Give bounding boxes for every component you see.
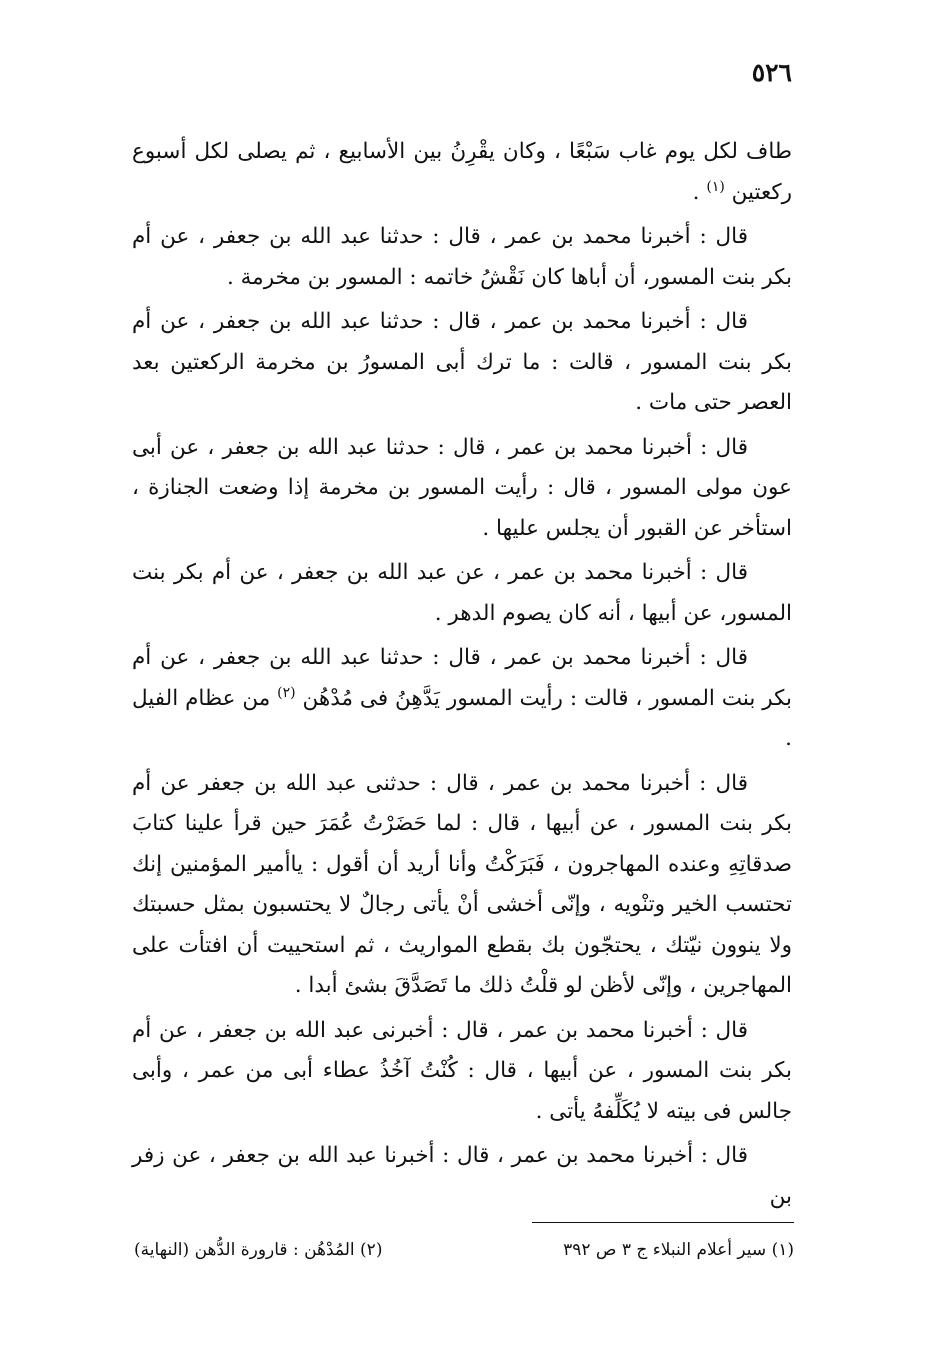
paragraph: قال : أخبرنا محمد بن عمر ، قال : حدثنا عبد الله بن جعفر ، عن أبى عون مولى المسور ، قال : رأيت المسور بن مخرمة إذا وضعت الجنازة ، استأخر عن القبور أن يجلس عليها . (132, 434, 792, 541)
page-number: ٥٢٦ (751, 58, 792, 87)
paragraph (132, 132, 792, 213)
footnote-divider (532, 1222, 794, 1223)
paragraph-text: قال : أخبرنا محمد بن عمر ، قال : حدثنا عبد الله بن جعفر ، عن أم بكر بنت المسور ، قالت : رأيت المسور يَدَّهِنُ فى مُدْهُن (132, 645, 792, 711)
paragraph: قال : أخبرنا محمد بن عمر ، قال : أخبرنا عبد الله بن جعفر ، عن زفر بن (132, 1143, 792, 1209)
footnote-2: (٢) المُدْهُن : قارورة الدُّهن (النهاية) (134, 1240, 383, 1260)
footnote-ref: (١) (706, 178, 725, 195)
paragraph-tail: من عظام الفيل . (132, 685, 792, 751)
paragraph: قال : أخبرنا محمد بن عمر ، قال : حدثنى عبد الله بن جعفر عن أم بكر بنت المسور ، عن أبيها ، قال : لما حَضَرْتُ عُمَرَ حين قرأ علينا كتابَ صدقاتِهِ وعنده المهاجرون ، فَبَرَكْتُ وأنا أريد أن أقول : ياأمير المؤمنين إنك تحتسب الخير وتنْويه ، وإنّى أخشى أنْ يأتى رجالٌ لا يحتسبون بمثل حسبتك ولا ينوون نيّتك ، يحتجّون بك بقطع المواريث ، ثم استحييت أن افتأت على المهاجرين ، وإنّى لأظن لو قلْتُ ذلك ما تَصَدَّقَ بشئ أبدا . (132, 770, 792, 998)
paragraph-tail: . (692, 179, 707, 205)
paragraph (132, 638, 792, 760)
paragraph: قال : أخبرنا محمد بن عمر ، قال : حدثنا عبد الله بن جعفر ، عن أم بكر بنت المسور، أن أباها كان نَقْشُ خاتمه : المسور بن مخرمة . (132, 224, 792, 290)
paragraph: قال : أخبرنا محمد بن عمر ، قال : أخبرنى عبد الله بن جعفر ، عن أم بكر بنت المسور ، عن أبيها ، قال : كُنْتُ آخُذُ عطاء أبى من عمر ، وأبى جالس فى بيته لا يُكَلِّفهُ يأتى . (132, 1017, 792, 1124)
footnotes (134, 1236, 794, 1264)
main-text (132, 132, 792, 1221)
paragraph: قال : أخبرنا محمد بن عمر ، قال : حدثنا عبد الله بن جعفر ، عن أم بكر بنت المسور ، قالت : ما ترك أبى المسورُ بن مخرمة الركعتين بعد العصر حتى مات . (132, 309, 792, 415)
paragraph: قال : أخبرنا محمد بن عمر ، عن عبد الله بن جعفر ، عن أم بكر بنت المسور، عن أبيها ، أنه كان يصوم الدهر . (132, 560, 792, 626)
footnote-ref: (٢) (277, 684, 296, 701)
footnote-1: (١) سير أعلام النبلاء ج ٣ ص ٣٩٢ (563, 1240, 794, 1260)
paragraph-text: طاف لكل يوم غاب سَبْعًا ، وكان يقْرِنُ بين الأسابيع ، ثم يصلى لكل أسبوع ركعتين (132, 139, 792, 205)
